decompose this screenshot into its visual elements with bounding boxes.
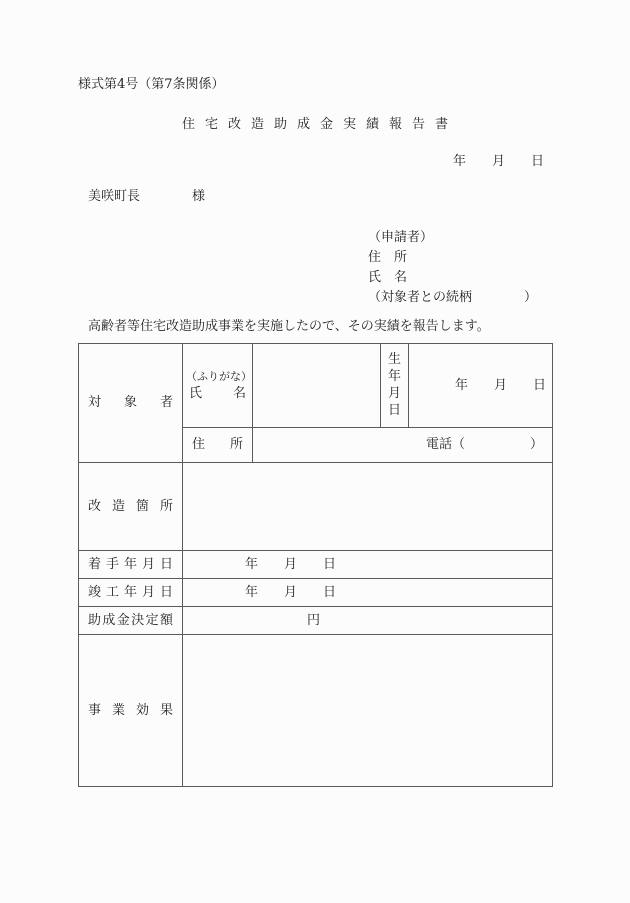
grant-amount-entry-cell: 円 xyxy=(183,607,553,635)
date-line: 年 月 日 xyxy=(452,154,544,169)
report-table xyxy=(78,343,553,787)
birthdate-label: 生年月日 xyxy=(387,352,401,418)
applicant-name-label: 氏 名 xyxy=(368,270,408,285)
birthdate-entry-cell: 年 月 日 xyxy=(409,344,553,428)
renovation-area-label-cell xyxy=(79,463,183,551)
name-entry-cell xyxy=(253,344,381,428)
applicant-relation-label: （対象者との続柄 ） xyxy=(368,290,538,305)
project-effect-entry-cell xyxy=(183,635,553,787)
target-person-label-cell xyxy=(79,344,183,463)
addressee-name: 美咲町長 xyxy=(88,189,141,204)
document-title: 住宅改造助成金実績報告書 xyxy=(181,117,458,132)
project-effect-label-cell xyxy=(79,635,183,787)
applicant-address-label: 住 所 xyxy=(368,250,408,265)
row-start-date xyxy=(79,551,553,579)
furigana-name-label-cell xyxy=(183,344,253,428)
address-label-cell xyxy=(183,428,253,463)
start-date-label-cell xyxy=(79,551,183,579)
project-effect-label: 事業効果 xyxy=(88,702,173,718)
addressee-honorific: 様 xyxy=(192,189,206,204)
row-target-name xyxy=(79,344,553,428)
applicant-block xyxy=(368,228,552,308)
birthdate-label-cell xyxy=(381,344,409,428)
intro-sentence: 高齢者等住宅改造助成事業を実施したので、その実績を報告します。 xyxy=(88,319,490,334)
start-date-label: 着手年月日 xyxy=(88,556,173,572)
completion-date-label: 竣工年月日 xyxy=(88,584,173,600)
completion-date-label-cell xyxy=(79,579,183,607)
furigana-label: （ふりがな） xyxy=(186,369,252,383)
row-project-effect xyxy=(79,635,553,787)
address-phone-entry-cell: 電話（ ） xyxy=(253,428,553,463)
renovation-area-label: 改造箇所 xyxy=(88,498,173,514)
address-label: 住所 xyxy=(192,437,243,452)
addressee-line xyxy=(78,188,552,206)
renovation-area-entry-cell xyxy=(183,463,553,551)
target-person-label: 対象者 xyxy=(88,395,173,410)
grant-amount-label: 助成金決定額 xyxy=(88,612,173,628)
row-grant-amount xyxy=(79,607,553,635)
grant-amount-label-cell xyxy=(79,607,183,635)
row-completion-date xyxy=(79,579,553,607)
start-date-entry-cell: 年 月 日 xyxy=(183,551,553,579)
name-label: 氏名 xyxy=(189,385,246,401)
row-renovation-area xyxy=(79,463,553,551)
form-number: 様式第4号（第7条関係） xyxy=(78,77,225,92)
completion-date-entry-cell: 年 月 日 xyxy=(183,579,553,607)
applicant-heading: （申請者） xyxy=(368,230,434,245)
